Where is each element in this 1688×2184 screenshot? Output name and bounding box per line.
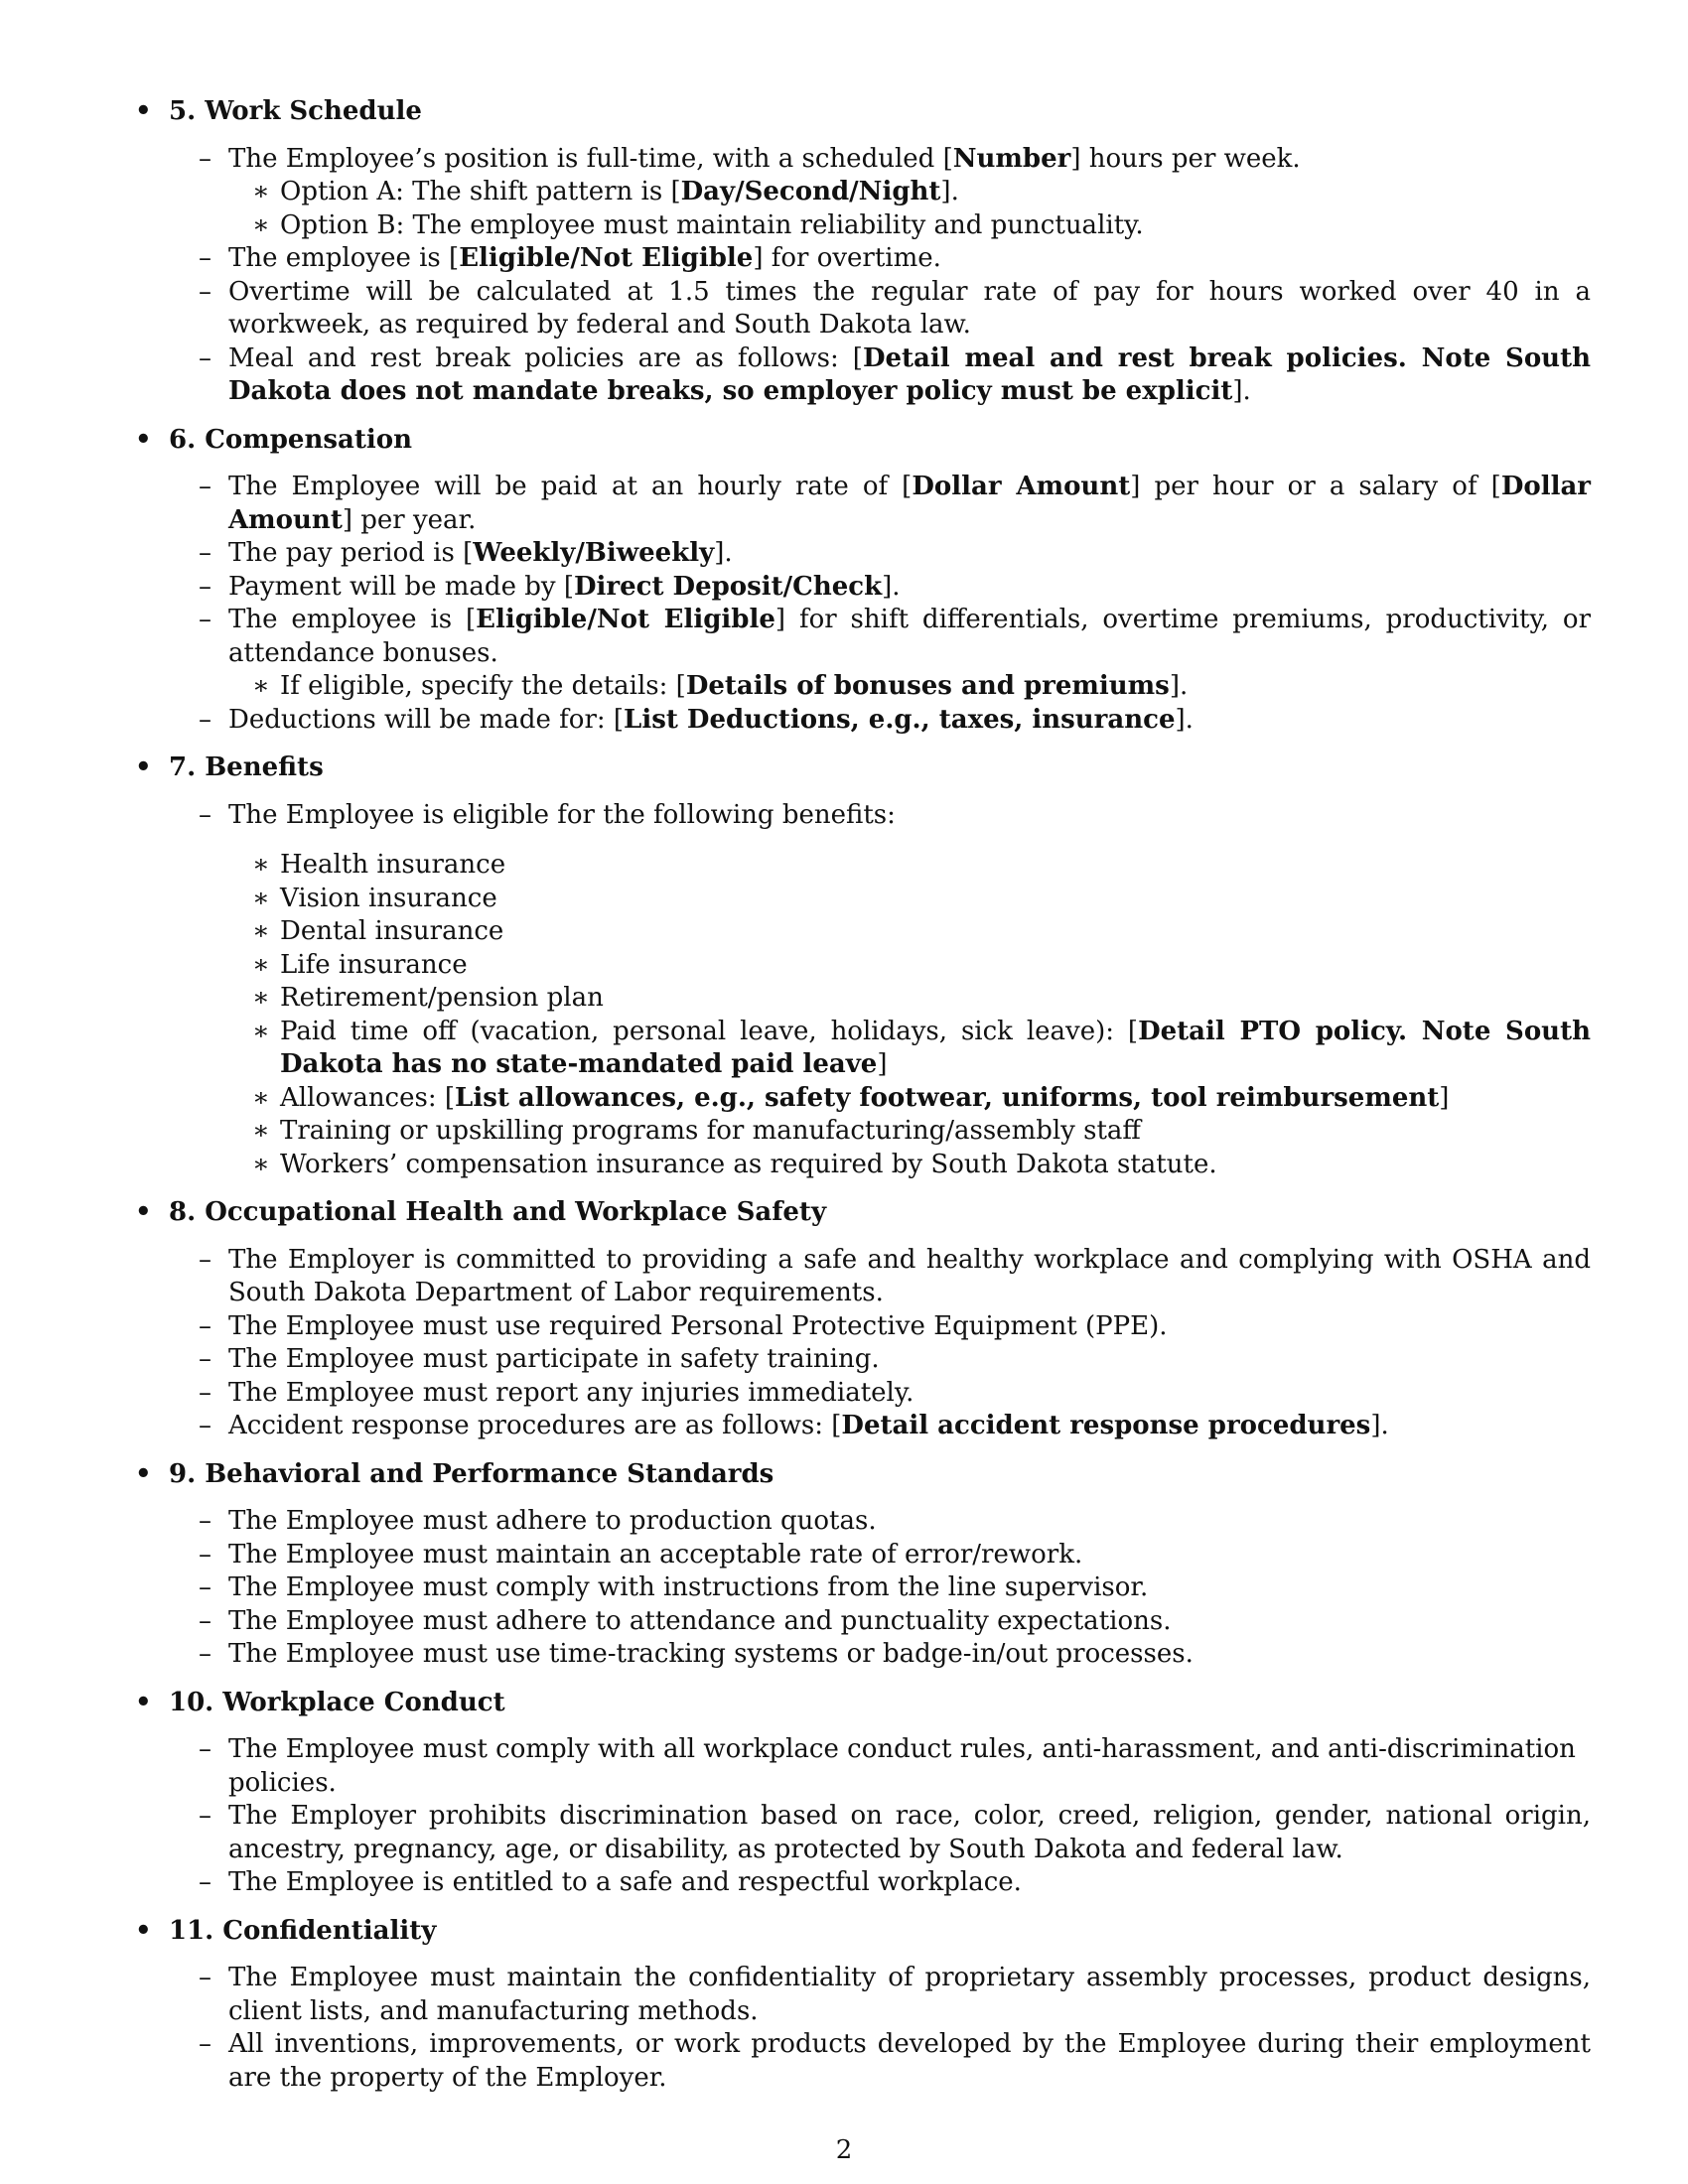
list-item: ∗ Workers’ compensation insurance as required by South Dakota statute. <box>252 1149 1217 1179</box>
placeholder-field: Eligible/Not Eligible <box>476 605 775 634</box>
bullet-icon: • <box>135 1915 152 1946</box>
placeholder-field: Detail meal and rest break policies. Note South Dakota does not mandate breaks, so employer policy must be explicit <box>228 342 1591 406</box>
list-item: ∗ Life insurance <box>252 949 468 980</box>
list-item: – The Employee must maintain an acceptable rate of error/rework. <box>199 1539 1083 1570</box>
section-title: 11. Confidentiality <box>169 1915 437 1946</box>
list-item: – The Employee is entitled to a safe and respectful workplace. <box>199 1867 1022 1897</box>
placeholder-field: Number <box>952 143 1071 174</box>
section-workplace-conduct <box>131 1687 1591 1900</box>
section-title: 6. Compensation <box>169 424 412 455</box>
placeholder-field: Dollar Amount <box>912 472 1131 501</box>
document-page <box>131 95 1591 2110</box>
list-item: – The Employer prohibits discrimination based on race, color, creed, religion, gender, national origin, ancestry, pregnancy, age, or disability, as protected by South Dakota and federal law. <box>199 1801 1591 1864</box>
placeholder-field: List Deductions, e.g., taxes, insurance <box>624 704 1176 735</box>
placeholder-field: Eligible/Not Eligible <box>459 243 754 273</box>
list-item: ∗ Vision insurance <box>252 883 497 913</box>
list-item: – Meal and rest break policies are as follows: [Detail meal and rest break policies. Note South Dakota does not mandate breaks, so employer policy must be explicit]. <box>199 342 1591 406</box>
list-item: – Overtime will be calculated at 1.5 times the regular rate of pay for hours worked over 40 in a workweek, as required by federal and South Dakota law. <box>199 276 1591 340</box>
list-item: – The Employee must adhere to production quotas. <box>199 1506 877 1536</box>
list-item: – The Employee must comply with instructions from the line supervisor. <box>199 1572 1149 1602</box>
list-item: – All inventions, improvements, or work products developed by the Employee during their employment are the property of the Employer. <box>199 2029 1591 2093</box>
placeholder-field: List allowances, e.g., safety footwear, uniforms, tool reimbursement <box>455 1082 1440 1113</box>
placeholder-field: Detail PTO policy. Note South Dakota has no state-mandated paid leave <box>280 1016 1591 1079</box>
list-item: ∗ Option B: The employee must maintain reliability and punctuality. <box>252 209 1144 240</box>
placeholder-field: Weekly/Biweekly <box>473 538 715 568</box>
list-item: – The Employee is eligible for the following benefits: ∗ Health insurance ∗ Vision insurance ∗ Dental insurance ∗ Life insurance ∗ Retirement/pension plan ∗ Paid time off (vacation, personal leave, holidays, sick leave): [Detail PTO policy. Note South Dakota has no state-mandated paid leave] ∗ Allowances: [List allowances, e.g., safety footwear, uniforms, tool reimbursement] ∗ Training or upskilling programs for manufacturing/assembly staff ∗ Workers’ compensation insurance as required by South Dakota statute. <box>228 799 1591 1182</box>
list-item: – Deductions will be made for: [List Deductions, e.g., taxes, insurance]. <box>199 704 1194 735</box>
list-item: – The Employer is committed to providing a safe and healthy workplace and complying with OSHA and South Dakota Department of Labor requirements. <box>199 1244 1591 1307</box>
list-item: ∗ Option A: The shift pattern is [Day/Second/Night]. <box>252 177 959 206</box>
placeholder-field: Day/Second/Night <box>680 177 941 206</box>
list-item: – The Employee must use time-tracking systems or badge-in/out processes. <box>199 1639 1194 1669</box>
list-item: ∗ Retirement/pension plan <box>252 983 604 1013</box>
section-benefits <box>131 751 1591 1181</box>
list-item: – The Employee must report any injuries immediately. <box>199 1377 914 1408</box>
section-title: 10. Workplace Conduct <box>169 1687 505 1717</box>
list-item: – The Employee must adhere to attendance and punctuality expectations. <box>199 1605 1172 1636</box>
placeholder-field: Details of bonuses and premiums <box>685 671 1170 701</box>
bullet-icon: • <box>135 96 152 126</box>
section-title: 8. Occupational Health and Workplace Safety <box>169 1197 827 1227</box>
list-item: ∗ Allowances: [List allowances, e.g., safety footwear, uniforms, tool reimbursement] <box>252 1082 1450 1113</box>
list-item: ∗ If eligible, specify the details: [Details of bonuses and premiums]. <box>252 671 1189 701</box>
placeholder-field: Dollar Amount <box>228 472 1591 535</box>
list-item: – The Employee must participate in safety training. <box>199 1344 880 1374</box>
section-confidentiality <box>131 1915 1591 2096</box>
bullet-icon: • <box>135 752 152 782</box>
section-health-safety <box>131 1196 1591 1443</box>
list-item: – Payment will be made by [Direct Deposit/Check]. <box>199 571 901 602</box>
list-item: – Accident response procedures are as follows: [Detail accident response procedures]. <box>199 1411 1389 1440</box>
bullet-icon: • <box>135 1197 152 1227</box>
bullet-icon: • <box>135 1458 152 1489</box>
list-item: – The Employee must use required Personal Protective Equipment (PPE). <box>199 1310 1168 1341</box>
section-work-schedule <box>131 95 1591 409</box>
list-item: ∗ Dental insurance <box>252 916 504 946</box>
placeholder-field: Detail accident response procedures <box>841 1411 1371 1440</box>
list-item: – The pay period is [Weekly/Biweekly]. <box>199 538 733 568</box>
section-compensation <box>131 424 1591 738</box>
placeholder-field: Direct Deposit/Check <box>573 571 883 602</box>
list-item: – The employee is [Eligible/Not Eligible] for overtime. <box>199 243 941 273</box>
section-title: 5. Work Schedule <box>169 96 422 126</box>
list-item: – The employee is [Eligible/Not Eligible] for shift differentials, overtime premiums, productivity, or attendance bonuses. ∗ If eligible, specify the details: [Details of bonuses and premiums]. <box>228 604 1591 704</box>
section-performance-standards <box>131 1458 1591 1672</box>
list-item: – The Employee must comply with all workplace conduct rules, anti-harassment, and anti-discrimination policies. <box>199 1734 1576 1798</box>
list-item: ∗ Training or upskilling programs for manufacturing/assembly staff <box>252 1116 1141 1146</box>
list-item: – The Employee will be paid at an hourly rate of [Dollar Amount] per hour or a salary of [Dollar Amount] per year. <box>199 472 1591 535</box>
list-item: ∗ Health insurance <box>252 850 506 880</box>
bullet-icon: • <box>135 1687 152 1717</box>
list-item: ∗ Paid time off (vacation, personal leave, holidays, sick leave): [Detail PTO policy. Note South Dakota has no state-mandated paid leave] <box>252 1016 1591 1079</box>
list-item: – The Employee’s position is full-time, with a scheduled [Number] hours per week. ∗ Option A: The shift pattern is [Day/Second/Night]. ∗ Option B: The employee must maintain reliability and punctuality. <box>228 143 1591 243</box>
section-title: 7. Benefits <box>169 752 324 782</box>
page-number: 2 <box>835 2135 853 2165</box>
section-title: 9. Behavioral and Performance Standards <box>169 1458 774 1489</box>
bullet-icon: • <box>135 424 152 455</box>
list-item: – The Employee must maintain the confidentiality of proprietary assembly processes, product designs, client lists, and manufacturing methods. <box>199 1963 1591 2026</box>
